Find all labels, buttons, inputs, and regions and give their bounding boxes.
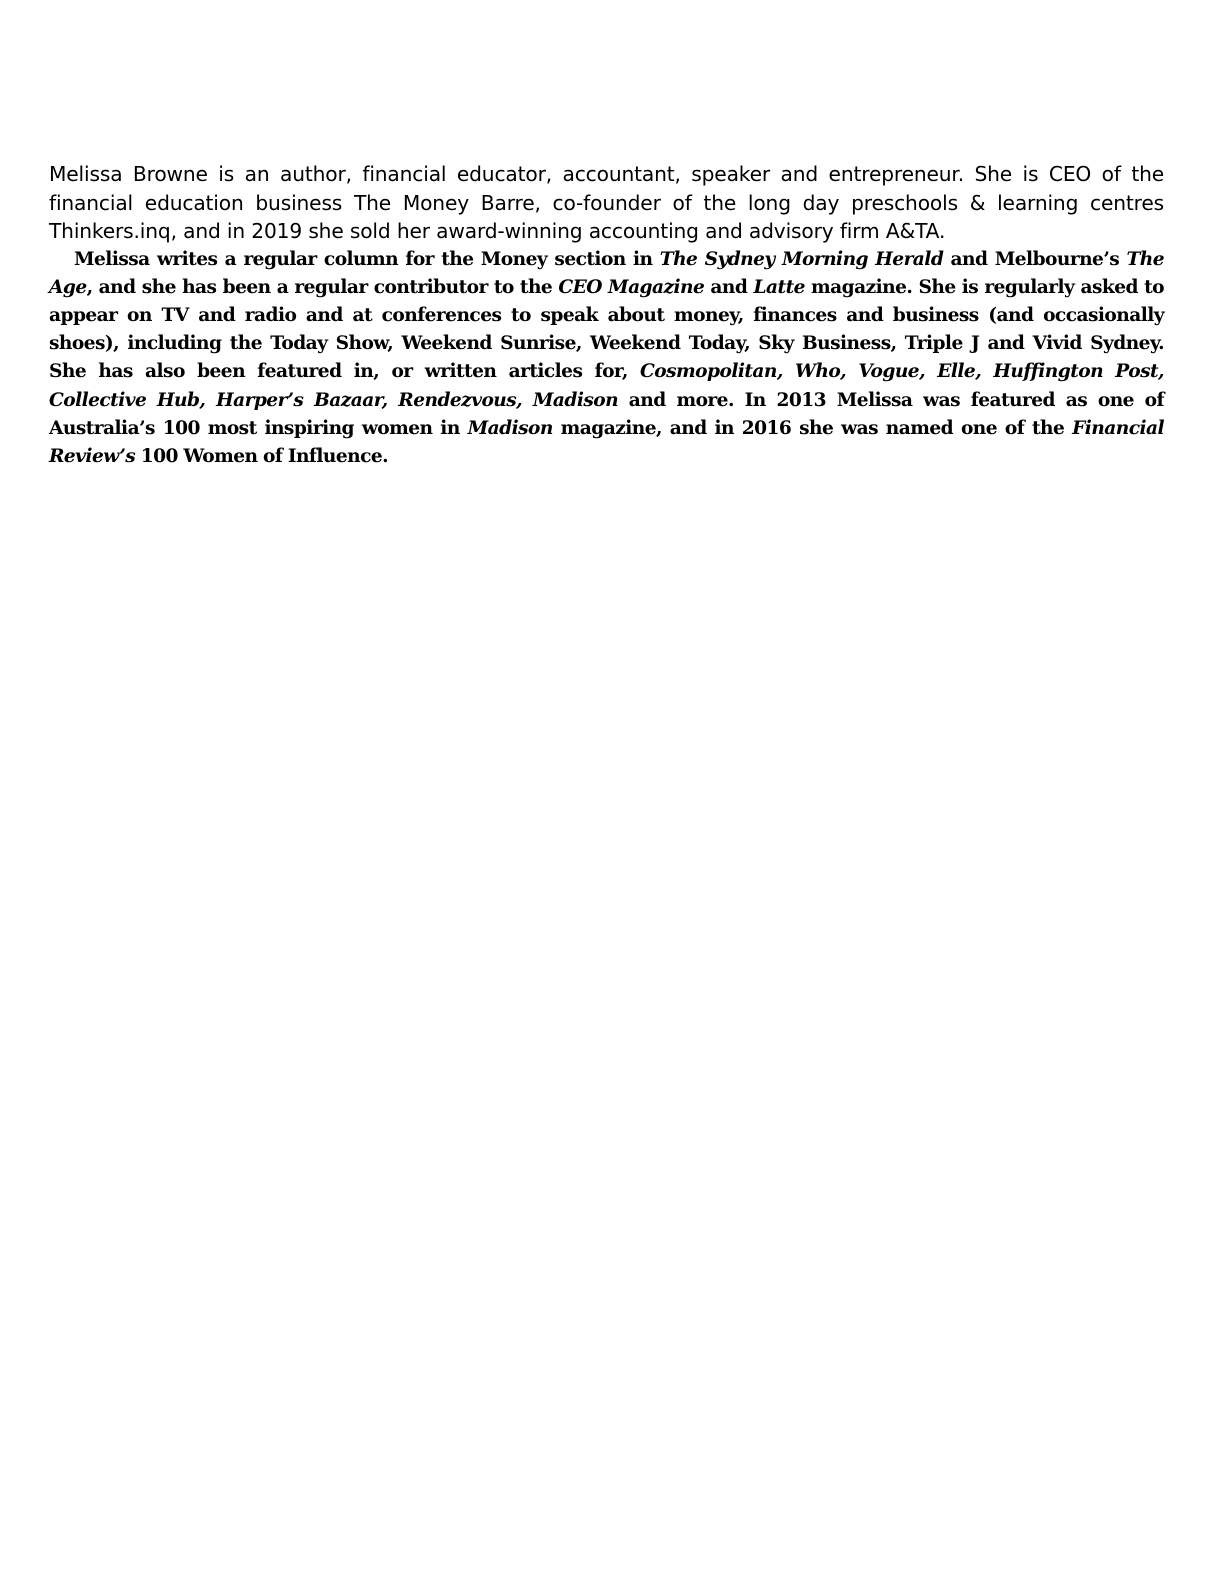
p2-text-5: magazine. She is regularly asked to appear on TV and radio and at conferences to speak about money, finances and business (and occasionally shoes), including the Today Show, Weekend Sunrise, Weekend Today, Sky Business, Triple J and Vivid Sydney. She has also been featured in, or written articles for, — [49, 276, 1164, 383]
publication-smh: The Sydney Morning Herald — [659, 248, 944, 270]
publication-list: Cosmopolitan, Who, Vogue, Elle, Huffington Post, Collective Hub, Harper’s Bazaar, Rendezvous, Madison — [49, 361, 1164, 411]
p2-text-7: magazine, and in 2016 she was named one of the — [552, 417, 1073, 439]
p2-text-3: , and she has been a regular contributor to the — [86, 276, 559, 298]
p2-text-8: 100 Women of Influence. — [135, 445, 389, 467]
p2-text-6: and more. In 2013 Melissa was featured as one of Australia’s 100 most inspiring women in — [49, 389, 1164, 439]
document-page — [49, 160, 1164, 471]
publication-madison: Madison — [467, 417, 553, 439]
p2-text-4: and — [704, 276, 754, 298]
publication-ceo-magazine: CEO Magazine — [558, 276, 705, 298]
publication-latte: Latte — [753, 276, 805, 298]
p2-text-1: Melissa writes a regular column for the Money section in — [74, 248, 660, 270]
publication-the-age: The Age — [49, 248, 1164, 298]
bio-paragraph-1: Melissa Browne is an author, financial educator, accountant, speaker and entrepreneur. She is CEO of the financial education business The Money Barre, co-founder of the long day preschools & learning centres Thinkers.inq, and in 2019 she sold her award-winning accounting and advisory firm A&TA. — [49, 162, 1164, 243]
bio-paragraph-2 — [49, 246, 1164, 472]
p2-text-2: and Melbourne’s — [943, 248, 1127, 270]
publication-financial-review: Financial Review’s — [49, 417, 1164, 467]
